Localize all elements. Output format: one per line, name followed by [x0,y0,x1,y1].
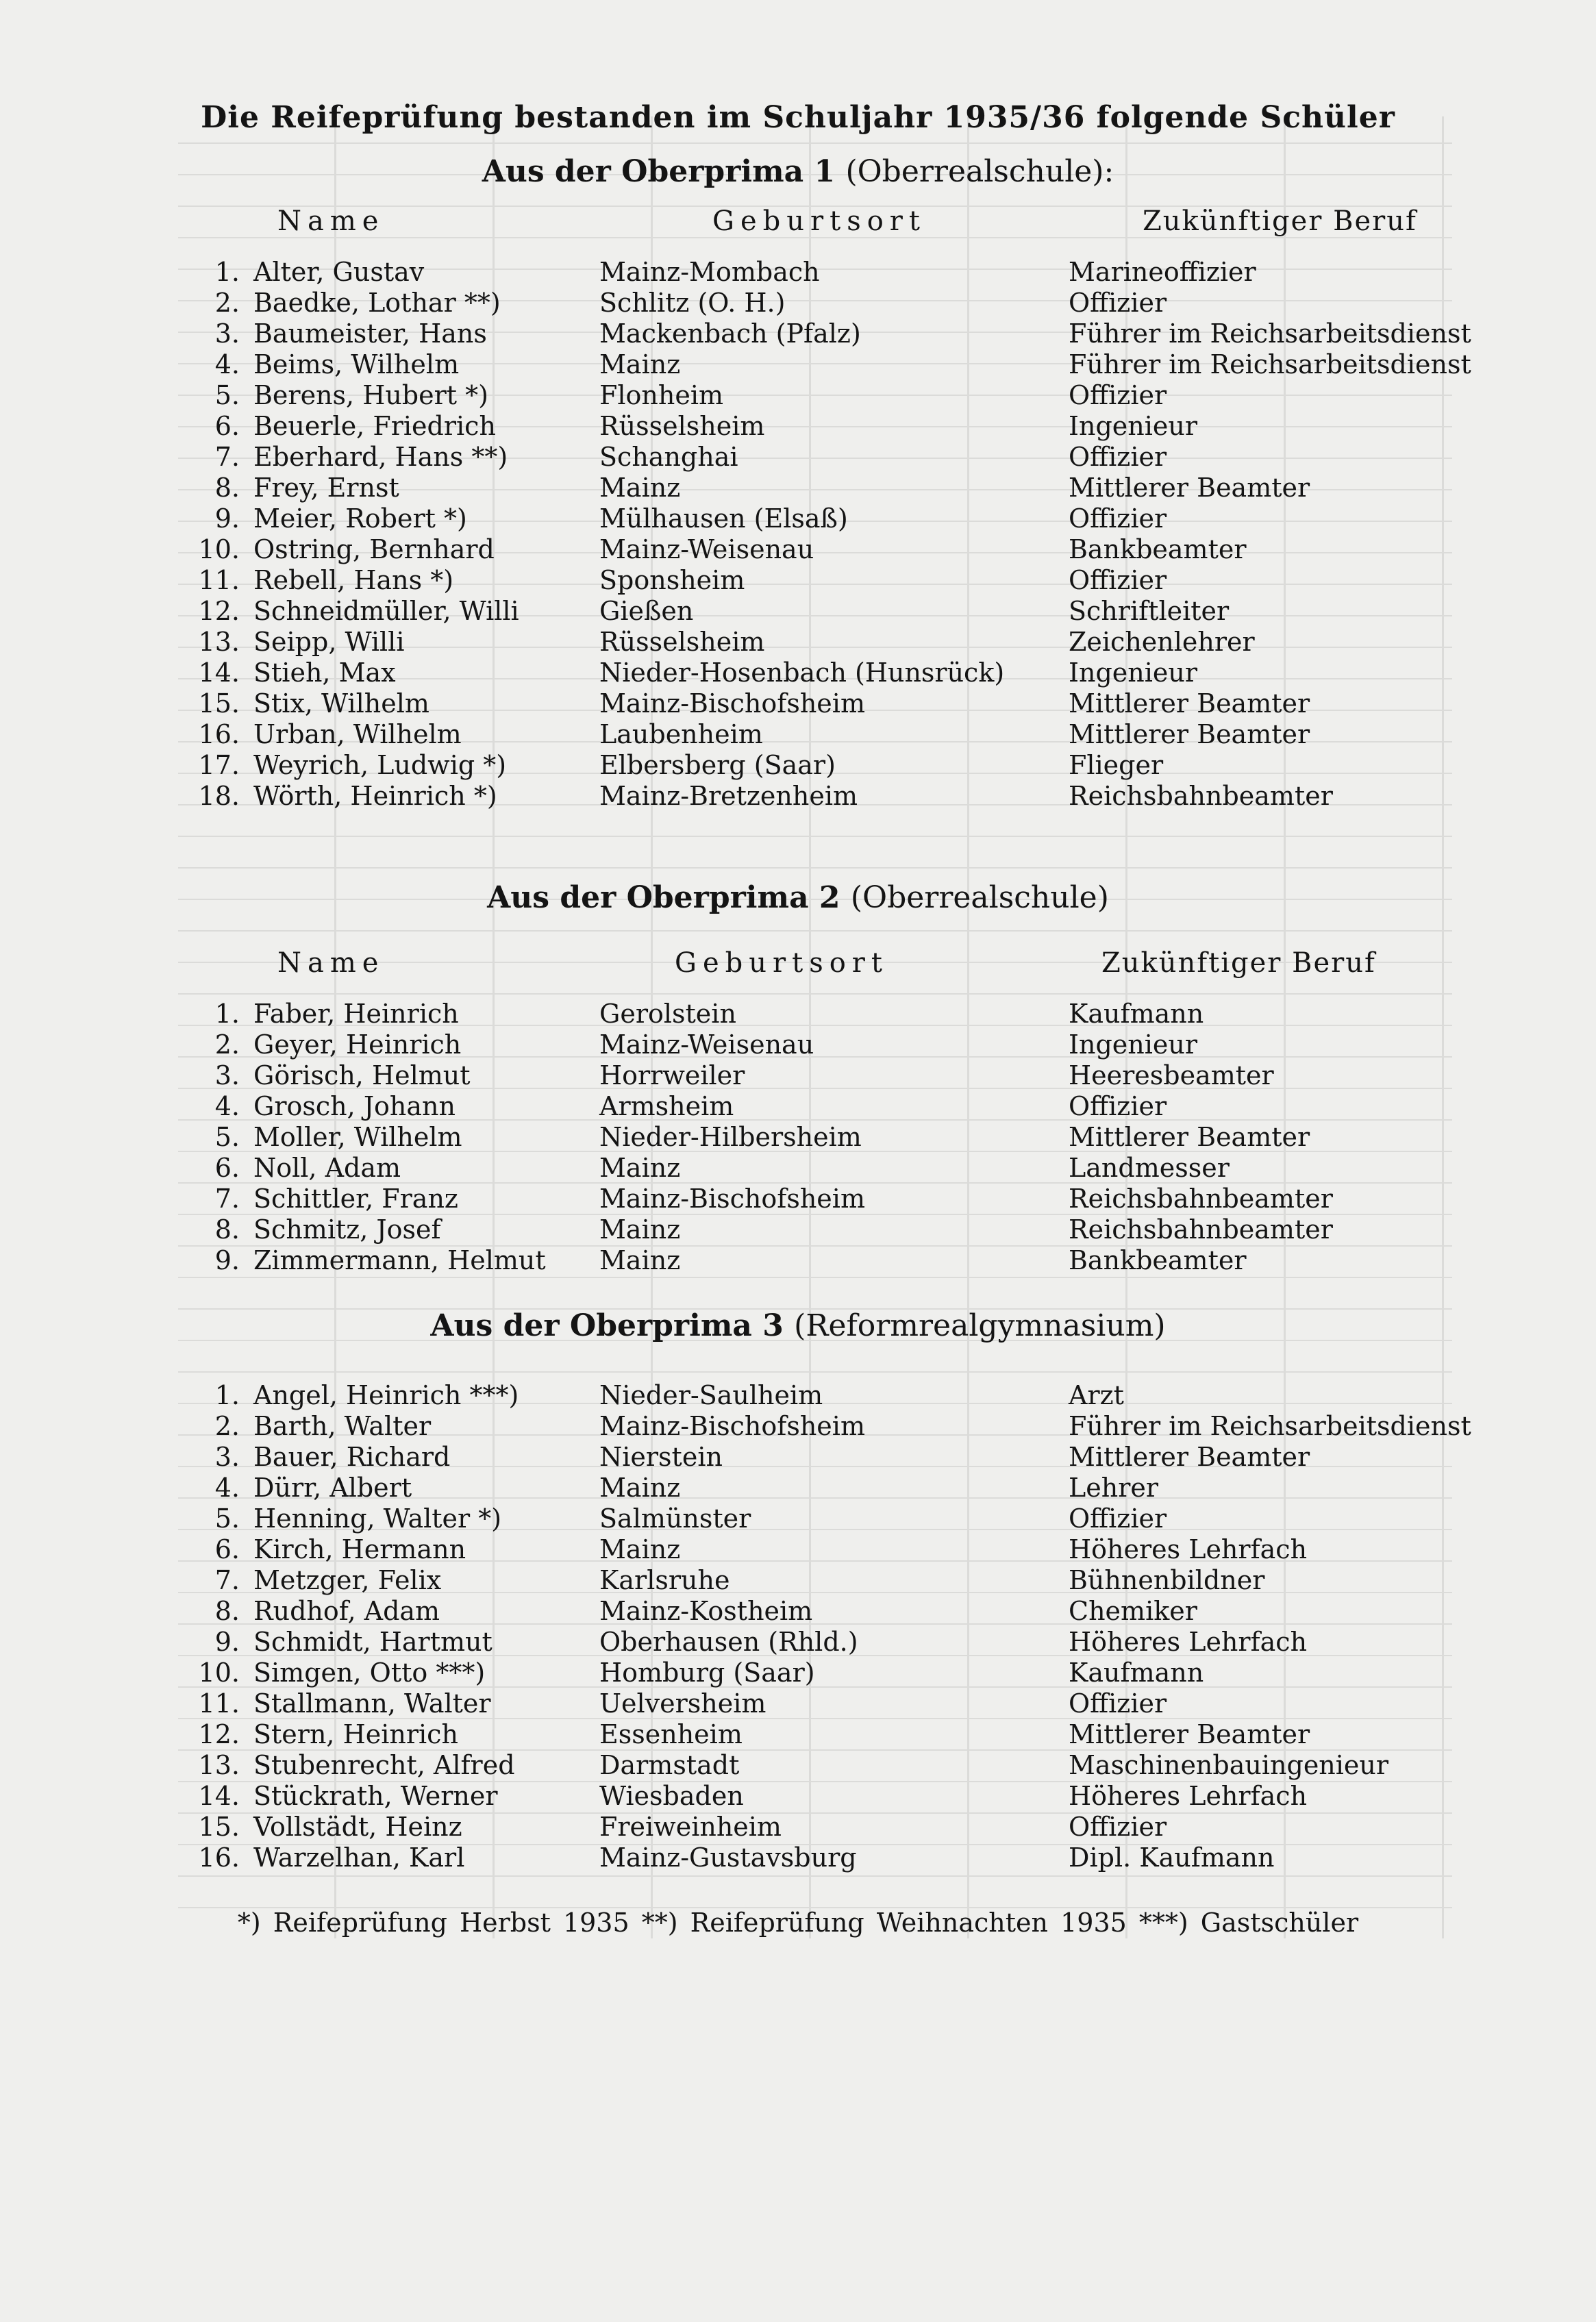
student-name: Urban, Wilhelm [253,719,462,749]
student-birthplace: Uelversheim [599,1688,766,1719]
student-name: Zimmermann, Helmut [253,1245,546,1275]
student-birthplace: Mülhausen (Elsaß) [599,503,848,534]
student-birthplace: Laubenheim [599,719,763,749]
section-1-title: Aus der Oberprima 1 [482,154,836,189]
student-birthplace: Gerolstein [599,999,736,1029]
student-birthplace: Armsheim [599,1091,734,1121]
student-career: Mittlerer Beamter [1069,719,1310,749]
student-career: Führer im Reichsarbeitsdienst [1069,319,1471,349]
table-row [0,1184,1596,1214]
table-row [0,1565,1596,1596]
student-career: Offizier [1069,503,1167,534]
student-name: Geyer, Heinrich [253,1029,462,1060]
student-birthplace: Mainz-Weisenau [599,1029,814,1060]
student-name: Berens, Hubert *) [253,380,488,410]
student-career: Mittlerer Beamter [1069,1719,1310,1749]
student-name: Kirch, Hermann [253,1534,466,1564]
student-career: Führer im Reichsarbeitsdienst [1069,349,1471,379]
student-birthplace: Mainz-Bischofsheim [599,1411,865,1441]
student-birthplace: Mainz-Weisenau [599,534,814,564]
student-name: Frey, Ernst [253,473,399,503]
section-1-col-name: Name [277,205,385,237]
table-row [0,349,1596,380]
student-career: Bankbeamter [1069,1245,1247,1275]
student-name: Alter, Gustav [253,257,425,287]
table-row [0,658,1596,688]
student-birthplace: Mainz [599,1534,681,1564]
student-name: Stückrath, Werner [253,1781,498,1811]
student-career: Maschinenbauingenieur [1069,1750,1389,1780]
student-number: 4. [214,349,240,379]
student-name: Baumeister, Hans [253,319,487,349]
table-row [0,781,1596,812]
student-career: Mittlerer Beamter [1069,688,1310,719]
student-name: Schittler, Franz [253,1184,458,1214]
footnote: *) Reifeprüfung Herbst 1935 **) Reifeprüfung Weihnachten 1935 ***) Gastschüler [237,1908,1359,1938]
student-number: 7. [214,1184,240,1214]
student-name: Beuerle, Friedrich [253,411,496,441]
student-career: Offizier [1069,565,1167,595]
student-number: 6. [214,411,240,441]
section-1-col-birthplace: Geburtsort [712,205,926,237]
student-name: Bauer, Richard [253,1442,451,1472]
student-name: Görisch, Helmut [253,1060,471,1090]
student-career: Schriftleiter [1069,596,1230,626]
student-career: Mittlerer Beamter [1069,1442,1310,1472]
table-row [0,1596,1596,1627]
student-number: 13. [198,627,240,657]
student-birthplace: Salmünster [599,1503,751,1534]
student-number: 10. [198,1658,240,1688]
student-number: 5. [214,380,240,410]
student-name: Meier, Robert *) [253,503,467,534]
student-number: 8. [214,473,240,503]
student-number: 6. [214,1153,240,1183]
section-2-school: (Oberrealschule) [850,880,1109,915]
student-number: 10. [198,534,240,564]
student-birthplace: Mainz-Mombach [599,257,820,287]
student-name: Wörth, Heinrich *) [253,781,497,811]
student-number: 11. [198,565,240,595]
student-birthplace: Gießen [599,596,694,626]
student-birthplace: Nierstein [599,1442,723,1472]
student-career: Reichsbahnbeamter [1069,1184,1333,1214]
student-birthplace: Freiweinheim [599,1812,782,1842]
student-birthplace: Rüsselsheim [599,411,765,441]
section-3-title: Aus der Oberprima 3 [430,1308,784,1343]
student-number: 9. [214,1245,240,1275]
student-name: Stallmann, Walter [253,1688,491,1719]
section-3-heading [0,1308,1596,1343]
student-birthplace: Mainz-Kostheim [599,1596,813,1626]
table-row [0,1812,1596,1843]
student-number: 9. [214,1627,240,1657]
student-career: Kaufmann [1069,1658,1204,1688]
table-row [0,1060,1596,1091]
student-birthplace: Mackenbach (Pfalz) [599,319,861,349]
student-birthplace: Essenheim [599,1719,743,1749]
table-row [0,719,1596,750]
table-row [0,1122,1596,1153]
student-birthplace: Mainz-Bischofsheim [599,688,865,719]
table-row [0,1245,1596,1276]
student-number: 1. [214,999,240,1029]
table-row [0,565,1596,596]
table-row [0,1411,1596,1442]
table-row [0,380,1596,411]
student-career: Höheres Lehrfach [1069,1534,1308,1564]
student-number: 2. [214,1029,240,1060]
table-row [0,319,1596,349]
student-name: Stubenrecht, Alfred [253,1750,515,1780]
student-birthplace: Karlsruhe [599,1565,730,1595]
student-career: Ingenieur [1069,411,1198,441]
student-career: Reichsbahnbeamter [1069,1214,1333,1245]
table-row [0,1688,1596,1719]
table-row [0,1781,1596,1812]
student-career: Bühnenbildner [1069,1565,1265,1595]
section-2-col-birthplace: Geburtsort [675,947,888,979]
student-name: Schneidmüller, Willi [253,596,519,626]
table-row [0,1380,1596,1411]
student-career: Offizier [1069,1503,1167,1534]
student-number: 5. [214,1503,240,1534]
table-row [0,1750,1596,1781]
student-career: Reichsbahnbeamter [1069,781,1333,811]
student-birthplace: Wiesbaden [599,1781,744,1811]
student-number: 7. [214,442,240,472]
table-row [0,688,1596,719]
student-name: Noll, Adam [253,1153,401,1183]
student-birthplace: Nieder-Hilbersheim [599,1122,862,1152]
student-career: Offizier [1069,380,1167,410]
student-number: 17. [198,750,240,780]
student-name: Angel, Heinrich ***) [253,1380,519,1410]
student-number: 12. [198,1719,240,1749]
student-number: 4. [214,1091,240,1121]
student-birthplace: Nieder-Hosenbach (Hunsrück) [599,658,1005,688]
student-number: 15. [198,688,240,719]
student-name: Rudhof, Adam [253,1596,440,1626]
student-career: Bankbeamter [1069,534,1247,564]
student-career: Arzt [1069,1380,1124,1410]
student-number: 16. [198,1843,240,1873]
student-career: Kaufmann [1069,999,1204,1029]
student-name: Rebell, Hans *) [253,565,454,595]
student-number: 15. [198,1812,240,1842]
student-name: Grosch, Johann [253,1091,456,1121]
student-birthplace: Sponsheim [599,565,745,595]
table-row [0,999,1596,1029]
student-number: 3. [214,1442,240,1472]
student-career: Offizier [1069,1091,1167,1121]
table-row [0,473,1596,503]
student-number: 18. [198,781,240,811]
student-number: 2. [214,1411,240,1441]
student-career: Mittlerer Beamter [1069,1122,1310,1152]
student-career: Höheres Lehrfach [1069,1627,1308,1657]
table-row [0,257,1596,288]
section-1-col-career: Zukünftiger Beruf [1143,205,1417,237]
student-number: 1. [214,1380,240,1410]
student-birthplace: Horrweiler [599,1060,745,1090]
page-title: Die Reifeprüfung bestanden im Schuljahr 1935/36 folgende Schüler [201,100,1395,135]
student-number: 2. [214,288,240,318]
student-name: Moller, Wilhelm [253,1122,462,1152]
table-row [0,442,1596,473]
student-name: Ostring, Bernhard [253,534,495,564]
student-birthplace: Mainz [599,349,681,379]
student-career: Marineoffizier [1069,257,1256,287]
student-name: Dürr, Albert [253,1473,412,1503]
table-row [0,1843,1596,1873]
student-name: Warzelhan, Karl [253,1843,465,1873]
student-career: Offizier [1069,442,1167,472]
student-career: Führer im Reichsarbeitsdienst [1069,1411,1471,1441]
student-career: Offizier [1069,1688,1167,1719]
table-row [0,503,1596,534]
section-1-school: (Oberrealschule): [845,154,1114,189]
student-birthplace: Mainz-Gustavsburg [599,1843,857,1873]
student-name: Seipp, Willi [253,627,405,657]
student-birthplace: Mainz [599,1245,681,1275]
student-name: Barth, Walter [253,1411,432,1441]
section-2-heading [0,880,1596,915]
student-name: Beims, Wilhelm [253,349,460,379]
student-name: Stern, Heinrich [253,1719,458,1749]
student-birthplace: Schanghai [599,442,738,472]
student-number: 11. [198,1688,240,1719]
student-career: Chemiker [1069,1596,1197,1626]
table-row [0,1091,1596,1122]
student-birthplace: Oberhausen (Rhld.) [599,1627,858,1657]
student-number: 5. [214,1122,240,1152]
table-row [0,627,1596,658]
student-name: Stieh, Max [253,658,396,688]
student-name: Vollstädt, Heinz [253,1812,462,1842]
table-row [0,1442,1596,1473]
student-number: 4. [214,1473,240,1503]
student-number: 13. [198,1750,240,1780]
table-row [0,534,1596,565]
student-number: 12. [198,596,240,626]
section-1-heading [0,154,1596,189]
student-number: 8. [214,1596,240,1626]
student-birthplace: Mainz [599,1473,681,1503]
student-number: 9. [214,503,240,534]
student-number: 3. [214,1060,240,1090]
student-birthplace: Darmstadt [599,1750,740,1780]
student-name: Schmitz, Josef [253,1214,441,1245]
student-career: Landmesser [1069,1153,1230,1183]
section-2-title: Aus der Oberprima 2 [487,880,840,915]
student-name: Faber, Heinrich [253,999,459,1029]
student-career: Heeresbeamter [1069,1060,1274,1090]
table-row [0,596,1596,627]
student-birthplace: Homburg (Saar) [599,1658,815,1688]
student-name: Weyrich, Ludwig *) [253,750,507,780]
student-name: Henning, Walter *) [253,1503,502,1534]
student-number: 3. [214,319,240,349]
section-3-school: (Reformrealgymnasium) [794,1308,1166,1343]
student-birthplace: Flonheim [599,380,724,410]
table-row [0,1534,1596,1565]
student-number: 14. [198,658,240,688]
student-birthplace: Mainz [599,1153,681,1183]
student-birthplace: Mainz-Bischofsheim [599,1184,865,1214]
student-birthplace: Nieder-Saulheim [599,1380,823,1410]
student-career: Dipl. Kaufmann [1069,1843,1275,1873]
student-number: 8. [214,1214,240,1245]
student-number: 6. [214,1534,240,1564]
table-row [0,1214,1596,1245]
table-row [0,1029,1596,1060]
table-row [0,1473,1596,1503]
student-name: Baedke, Lothar **) [253,288,501,318]
student-career: Ingenieur [1069,658,1198,688]
student-number: 14. [198,1781,240,1811]
student-number: 1. [214,257,240,287]
table-row [0,750,1596,781]
student-career: Offizier [1069,288,1167,318]
student-career: Zeichenlehrer [1069,627,1255,657]
table-row [0,288,1596,319]
table-row [0,411,1596,442]
student-birthplace: Schlitz (O. H.) [599,288,786,318]
student-name: Stix, Wilhelm [253,688,429,719]
table-row [0,1627,1596,1658]
student-name: Metzger, Felix [253,1565,442,1595]
student-name: Eberhard, Hans **) [253,442,508,472]
section-2-col-career: Zukünftiger Beruf [1101,947,1376,979]
table-row [0,1719,1596,1750]
student-name: Simgen, Otto ***) [253,1658,486,1688]
student-number: 7. [214,1565,240,1595]
student-career: Mittlerer Beamter [1069,473,1310,503]
student-birthplace: Mainz [599,473,681,503]
student-name: Schmidt, Hartmut [253,1627,492,1657]
student-career: Lehrer [1069,1473,1159,1503]
student-career: Höheres Lehrfach [1069,1781,1308,1811]
section-2-col-name: Name [277,947,385,979]
student-birthplace: Elbersberg (Saar) [599,750,836,780]
student-birthplace: Rüsselsheim [599,627,765,657]
student-career: Flieger [1069,750,1164,780]
table-row [0,1658,1596,1688]
student-birthplace: Mainz [599,1214,681,1245]
table-row [0,1503,1596,1534]
student-career: Offizier [1069,1812,1167,1842]
table-row [0,1153,1596,1184]
student-career: Ingenieur [1069,1029,1198,1060]
student-number: 16. [198,719,240,749]
student-birthplace: Mainz-Bretzenheim [599,781,858,811]
